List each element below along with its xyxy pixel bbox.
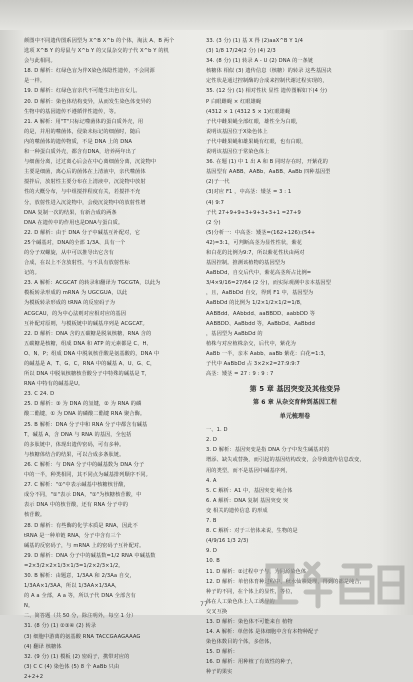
right-column-line: AaBb 一半，亲本 Aabb、aaBb 紫花：白花=1:3，	[206, 350, 330, 357]
right-column-line: 子代中雌果蝇全部红眼，雄性全为白眼，	[206, 118, 302, 125]
left-column-line: 为模板转录形成的 tRNA 的反密码子为	[24, 300, 115, 307]
left-column-line: 25. D 解析：③ 为 DNA 的氢键，② 为 RNA 的磷	[24, 401, 142, 408]
left-column-line: 是一样。	[24, 78, 46, 85]
left-column-line: =2×3/2×2×1/3×1/3=1/2×2/3×1/2。	[24, 562, 124, 569]
right-column-line: 42)=3:1，可判断高茎为显性性状，紫花	[206, 239, 303, 246]
left-column-line: 20. D 解析：染色体结构变异，从而发生染色体变异的	[24, 98, 152, 105]
left-column-line: 性的大概分布，与中组搅拌程度有关，若搅拌不充	[24, 189, 141, 196]
left-column-line: 与核糖体结合的结果，可以合成多条肽链。	[24, 451, 125, 458]
right-column-line: P 白眼雌蝇 × 红眼雄蝇	[206, 98, 262, 105]
right-column-2-line: 染色体数目的个体，多倍体，	[206, 639, 275, 646]
right-column-line: (3) 1/8 17/24(2 分) (4) 2/3	[206, 48, 276, 55]
left-column-line: 模板转录形成的 mRNA 为 UGCGUA，以此	[24, 290, 128, 297]
right-column-line: 34. (8 分) (1) 转录 A - U (2) DNA 的一条链	[206, 58, 314, 65]
left-column-line: 31. (8 分) (1) ②③④ (2) 转录	[24, 623, 97, 630]
right-column-line: AABBdd、AAbbdd、aaBBDD、aabbDD 等	[206, 310, 316, 317]
left-column-line: 二、简答题（共 50 分，除注明外，每空 1 分）	[24, 613, 137, 620]
left-column-line: 1/3AA×1/3AA，所以 1/3AA×1/3AA，	[24, 583, 121, 590]
right-column-2-line: 16. D 解析：用种植了有效性的种子，	[206, 659, 297, 666]
left-column-line: (4) 翻译 核糖体	[24, 643, 62, 650]
right-column-line: 植株与对应植株杂交，后代中，紫花为	[206, 340, 296, 347]
left-column-line: 19. D 解析：红绿色盲亲代不可能生出色盲女儿。	[24, 88, 141, 95]
left-column-line: 的是，并用的噬菌体，侵染未标记的细菌时，随后	[24, 128, 141, 135]
left-column-line: 合成，在以上不含放射性，与不具有放射性标	[24, 260, 130, 267]
left-column-line: 互补配对原则，与模板链中的碱基序列是 ACGCAT。	[24, 320, 148, 327]
right-column-2-line: 6. A 解析：DNA 复制 基因突变 突	[206, 497, 289, 504]
right-column-2-line: 8. C 解析：对于三倍体来说，生物的是	[206, 528, 298, 535]
left-column-line: 2+2+2	[24, 673, 44, 680]
left-column-line: 生物中的基因遗传不遵循伴性遗传，等。	[24, 108, 120, 115]
right-column-line: (2)子一代	[206, 179, 230, 186]
left-column-line: 32. (9 分) (1) 模板 (2) 密码子，携带对应的	[24, 653, 130, 660]
right-column-2-line: 一、1. D	[206, 427, 228, 434]
left-column-line: 26. C 解析：与 DNA 分子中的碱基数为 DNA 分子	[24, 461, 145, 468]
right-column-2-line: 15. D 解析：	[206, 649, 239, 656]
right-column-line: (4) 9:7	[206, 199, 225, 206]
left-column-line: T，碱基 A，含 DNA 与 RNA 的基因，全包括	[24, 431, 132, 438]
right-column-line: 说明该基因位于X染色体上	[206, 128, 268, 135]
right-column-line: 说明该基因位于常染色体上	[206, 149, 270, 156]
left-column-line: 30. B 解析：由题意，1/3AA 和 2/3Aa 自交，	[24, 572, 135, 579]
left-column-line: 的碱基是 A、T、G、C，RNA 中的碱基 A、U、G、C，	[24, 361, 156, 367]
left-column-line: 18. D 解析：红绿色盲为伴X染色体隐性遗传，不会同源	[24, 68, 155, 75]
left-column-line: N。	[24, 603, 34, 610]
right-column-2-line: 4. A	[206, 477, 217, 484]
left-column-line: (3) 细胞中游离的氨基酸 RNA TACCGAAGAAAG	[24, 633, 141, 640]
left-column-line: DNA 在遗传中的作用也是DNA与蛋白质。	[24, 219, 124, 226]
left-column-line: 会与此相同。	[24, 58, 56, 65]
left-column-line: 22. D 解析：由于 DNA 分子中碱基互补配对，它	[24, 229, 140, 236]
right-column-line: 子代中雌果蝇和雄果蝇有红眼，也有白眼，	[206, 138, 307, 145]
left-column-line: 25个碱基对，DNA的全部 1/3A、具有一个	[24, 239, 126, 246]
right-column-line: 3/4×9/16=27/64 (2 分)，而实际观测中亲本基因型	[206, 280, 331, 287]
left-column-line: RNA 中特有的碱基是U。	[24, 381, 84, 388]
left-column-line: 核苷酸。	[24, 512, 46, 519]
right-column-2-line: 9. D	[206, 548, 217, 555]
left-column-line: 酸二酯键，① 为 DNA 的磷酸二酯键 RNA 聚合酶。	[24, 411, 146, 418]
right-column-2-line: 2. D	[206, 437, 217, 444]
right-column-line: ，且，AaBbDd 自交，得到 F1 中，基因型为	[206, 290, 314, 297]
right-column-2-line: 增添、缺失或替换，而引起的基因结构改变，会导致遗传信息改变，	[206, 457, 365, 464]
left-column-line: 的 A a 全部，A a 等，所以子代 DNA 全部含有	[24, 593, 136, 600]
page-number: 77	[200, 601, 208, 608]
right-column-2-line: 5. C 解析：A1 中，基因突变 纯合体	[206, 487, 293, 494]
right-column-line: 35. (12 分) (1) 相对性状 显性 遗传图解如下(4 分)	[206, 88, 328, 95]
page-top-shadow	[0, 0, 413, 30]
left-column-line: 记的。	[24, 270, 40, 277]
left-column-line: (3) C C (4) 染色体 (5) 8 个 AaBb 只由	[24, 663, 120, 670]
right-column-2-line: 11. D 解析：②过程中子与，为同源染色体	[206, 568, 307, 575]
left-column-line: 28. D 解析：有些酶的化学本质是 RNA，因此不	[24, 522, 138, 529]
left-column-line: 和一种蛋白质外壳，都含有DNA，培养两年出了	[24, 149, 137, 156]
unit-review-title: 单元梳理卷	[279, 413, 311, 421]
right-column-line: 子代中 AaBbDd 占 3×2×2=27:9:9:7	[206, 361, 300, 367]
right-column-line: 基因控制。推测该植物的基因型为	[206, 260, 286, 267]
right-column-2-line: 14. A 解析：单倍体 是体细胞中含有本物种配子	[206, 629, 319, 636]
right-column-answers-part2	[206, 425, 384, 677]
right-column-2-line: 3. D 解析：基因突变是指 DNA 分子中发生碱基对的	[206, 447, 330, 454]
chapter-6-title: 第 6 章 从杂交育种到基因工程	[252, 399, 338, 407]
left-column-line: 的多肽链中，体现出遗传密码，可有多种。	[24, 441, 125, 448]
right-column-line: AABBDD、AaBbdd 等，AaBbDd、AaBbdd	[206, 320, 315, 327]
left-column-line: 主要是细菌，离心后的菌体在上清液中，亲代噬菌体	[24, 169, 146, 176]
left-column-line: 碱基的反密码子，与 mRNA 上的密码子互补配对。	[24, 542, 145, 549]
left-column-line: 搅拌后，放射性主要分布在上清液中，沉淀物中放射	[24, 179, 146, 186]
left-column-line: ACGCAU，的为中心法则对应相对应的基因	[24, 310, 126, 317]
right-column-2-line: 体在人工染色体上人工诱导的	[206, 598, 275, 605]
right-column-line: 核糖体 相似 (3) 遗传信息（核糖）的转录 这些基因决	[206, 68, 332, 75]
right-column-2-line: (4/9/16 1/3 2/3)	[206, 538, 249, 545]
right-column-line: ，基因型为 AaBbDd 的	[206, 330, 263, 337]
left-column-line: 分，放射性进入沉淀物中，会使沉淀物中的放射性增	[24, 199, 146, 206]
right-column-line: 高茎：矮茎 = 27 : 9 : 9 : 7	[206, 371, 274, 378]
left-column-line: 成分不同，"①"表示 DNA，"①"为核糖核苷酸，中	[24, 492, 142, 499]
left-column-line: 所以 DNA 中脱氧核糖核苷酸分子中特殊的碱基是 T，	[24, 371, 150, 378]
right-column-2-line: 12. D 解析：单倍体育种过程中，秋水仙素处理，得到的都是纯合，	[206, 578, 365, 585]
right-column-line: (5)分析一：中高茎：矮茎=(162+126):(54+	[206, 229, 316, 236]
left-column-line: 中的一半，种类相同，其不同点为碱基排列顺序不同。	[24, 472, 151, 479]
left-column-line: 25. B 解析：DNA 分子中和 RNA 分子中都含有碱基	[24, 421, 148, 428]
right-column-line: 和白花的比例为9:7，所以紫花性状由两对	[206, 249, 305, 256]
left-column	[24, 36, 200, 682]
left-column-line: 22. D 解析：DNA 含的五碳糖是脱氧核糖，RNA 含的	[24, 330, 152, 337]
left-column-line: 23. A 解析：ACGCAT 的转录和翻译为 TGCGTA，以此为	[24, 280, 161, 287]
right-column-line: 33. (3 分) (1) 基 X 得 (2)aaX^B Y 1/4	[206, 38, 303, 44]
right-column-2-line: 13. D 解析：染色体不可能来自 植物	[206, 618, 293, 625]
right-column-2-line: 种子的不同，在个体上的显性，等位，	[206, 588, 296, 595]
left-column-line: 21. A 解析：用"T"只标记噬菌体的蛋白质外壳，用	[24, 118, 144, 125]
right-column-line: 基因型有 AABB、AABb、AaBB、AaBb 四种基因型	[206, 169, 331, 176]
chapter-5-title: 第 5 章 基因突变及其他变异	[249, 385, 341, 394]
watermark-logo	[258, 556, 408, 614]
right-column-line: (2 分)	[206, 219, 221, 226]
left-column-line: 表示 DNA 中的核苷酸，还有 RNA 分子中的	[24, 502, 129, 509]
right-column-line: 36. 在题 (1) 中 1 出 A 和 B 同时存在时，开紫花的	[206, 159, 328, 166]
right-column-2-line: 10. B	[206, 558, 220, 565]
left-column-line: 的分子双螺旋，从中可以推导出它含有	[24, 249, 114, 256]
right-column-2-line: 交叉互换	[206, 608, 228, 615]
right-column-line: 定性状是通过控制酶的合成来控制代谢过程实现的，	[206, 78, 328, 85]
left-column-line: 27. C 解析："①"中表示碱基中核糖核苷酸，	[24, 482, 129, 489]
left-column-line: O、N、P；组成 DNA 中脱氧核苷酸是氨基酸的，DNA 中	[24, 350, 160, 357]
right-column-line: 子代 27+9+9+3+9+3+3+1 =27+9	[206, 209, 301, 216]
left-column-line: tRNA 是一种单链 RNA，分子中含有三个	[24, 532, 122, 539]
right-column-line: AaBbDd，自交后代中，紫花高茎所占比例=	[206, 270, 312, 277]
left-column-line: 颜图中不同遗传图系因型为 X^B X^b 的个体，淘汰 A、B 两个	[24, 38, 175, 44]
right-column-answers-part1	[206, 36, 384, 379]
right-column-2-line: 种子的果实	[206, 669, 233, 676]
left-column-line: 五碳糖是核糖，组成 DNA 和 ATP 的元素都是 C、H、	[24, 340, 152, 347]
left-column-line: 29. D 解析：DNA 分子中的碱基数=1/2 RNA 中碱基数	[24, 552, 156, 559]
right-column-line: (3)对应 F1 ，中高茎：矮茎 = 3 : 1	[206, 189, 292, 196]
left-column-line: 与细菌分离，过过离心后会在中心离细菌分离，沉淀物中	[24, 159, 157, 166]
right-column-2-line: 用的类型，而不是基因中碱基序列，	[206, 467, 291, 474]
left-column-line: 选项 X^B Y 的母鼠与 X^b Y 的父鼠杂交的子代 X^b Y 的机	[24, 48, 169, 55]
right-column-line: (4312 × 1 (4312 5 × 1)红眼雄蝇	[206, 108, 291, 115]
right-column-2-line: 7. B	[206, 518, 217, 525]
left-column-line: DNA 复制一次的结果，有新合成的两条	[24, 209, 117, 216]
left-column-line: 内的噬菌体的遗传物质，不是 DNA 上的 DNA	[24, 138, 133, 145]
right-column-2-line: 变 相关的遗传信息 的形成	[206, 507, 268, 514]
left-column-line: 23. C 24. D	[24, 391, 55, 398]
right-column-line: AaBbDd 的比例为 1/2×1/2×1/2=1/8，	[206, 300, 306, 307]
